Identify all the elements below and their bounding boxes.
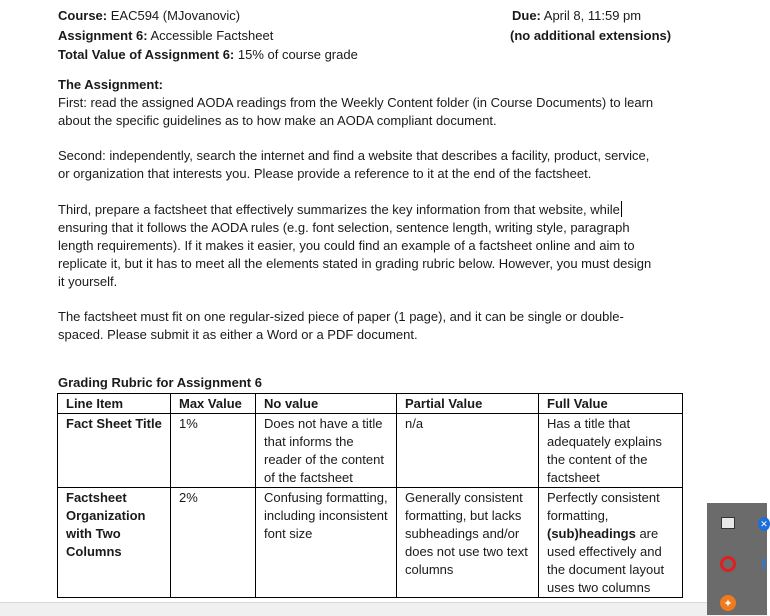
header-partial-value: Partial Value — [397, 394, 539, 414]
paragraph-4-line-1: The factsheet must fit on one regular-sized piece of paper (1 page), and it can be single or double- — [58, 309, 624, 324]
total-label: Total Value of Assignment 6: — [58, 47, 235, 62]
paragraph-3-line-1: Third, prepare a factsheet that effectively summarizes the key information from that website, while — [58, 202, 620, 217]
course-line — [58, 7, 240, 25]
row-title-partial: n/a — [397, 414, 539, 488]
row-organization-max: 2% — [171, 488, 256, 598]
header-max-value: Max Value — [171, 394, 256, 414]
app-icon[interactable]: ✦ — [720, 595, 736, 611]
assignment-value: Accessible Factsheet — [147, 28, 274, 43]
rubric-header-row — [58, 394, 683, 414]
row-title-no-value: Does not have a title that informs the reader of the content of the factsheet — [256, 414, 397, 488]
due-value: April 8, 11:59 pm — [540, 8, 642, 23]
paragraph-1-line-2: about the specific guidelines as to how make an AODA compliant document. — [58, 113, 497, 128]
header-no-value: No value — [256, 394, 397, 414]
paragraph-3-line-5: it yourself. — [58, 274, 118, 289]
row-organization-no-value: Confusing formatting, including inconsistent font size — [256, 488, 397, 598]
total-value: 15% of course grade — [234, 47, 358, 62]
due-line — [512, 7, 641, 25]
header-line-item: Line Item — [58, 394, 171, 414]
rubric-title: Grading Rubric for Assignment 6 — [58, 375, 262, 390]
paragraph-4-line-2: spaced. Please submit it as either a Word or a PDF document. — [58, 327, 418, 342]
paragraph-3-line-3: length requirements). If it makes it easier, you could find an example of a factsheet online and aim to — [58, 238, 635, 253]
row-organization-partial: Generally consistent formatting, but lacks subheadings and/or does not use two text columns — [397, 488, 539, 598]
bluetooth-icon[interactable]: ᛒ — [760, 557, 768, 571]
row-organization-item: Factsheet Organization with Two Columns — [58, 488, 171, 598]
assignment-heading: The Assignment: — [58, 77, 163, 92]
paragraph-3-line-4: replicate it, but it has to meet all the elements stated in grading rubric below. However, you must design — [58, 256, 652, 271]
due-label: Due: — [512, 8, 541, 23]
extensions-note: (no additional extensions) — [510, 28, 672, 43]
blue-icon[interactable]: ✕ — [758, 517, 770, 531]
monitor-icon[interactable] — [721, 517, 735, 529]
assignment-label: Assignment 6: — [58, 28, 148, 43]
paragraph-1-line-1: First: read the assigned AODA readings from the Weekly Content folder (in Course Documents) to learn — [58, 95, 654, 110]
course-label: Course: — [58, 8, 108, 23]
opera-icon[interactable] — [720, 556, 736, 572]
horizontal-scrollbar[interactable] — [0, 602, 767, 616]
total-value-line — [58, 46, 358, 64]
text-cursor — [621, 201, 622, 217]
row-title-item: Fact Sheet Title — [58, 414, 171, 488]
paragraph-2-line-2: or organization that interests you. Please provide a reference to it at the end of the factsheet. — [58, 166, 592, 181]
header-full-value: Full Value — [539, 394, 683, 414]
course-value: EAC594 (MJovanovic) — [107, 8, 241, 23]
table-row — [58, 488, 683, 598]
table-row — [58, 414, 683, 488]
row-title-full: Has a title that adequately explains the content of the factsheet — [539, 414, 683, 488]
row-organization-full: Perfectly consistent formatting, (sub)headings are used effectively and the document layout uses two columns — [539, 488, 683, 598]
assignment-line — [58, 27, 273, 45]
paragraph-2-line-1: Second: independently, search the internet and find a website that describes a facility, product, service, — [58, 148, 650, 163]
row-title-max: 1% — [171, 414, 256, 488]
paragraph-3-line-2: ensuring that it follows the AODA rules (e.g. font selection, sentence length, writing style, paragraph — [58, 220, 630, 235]
grading-rubric-table — [57, 393, 683, 598]
